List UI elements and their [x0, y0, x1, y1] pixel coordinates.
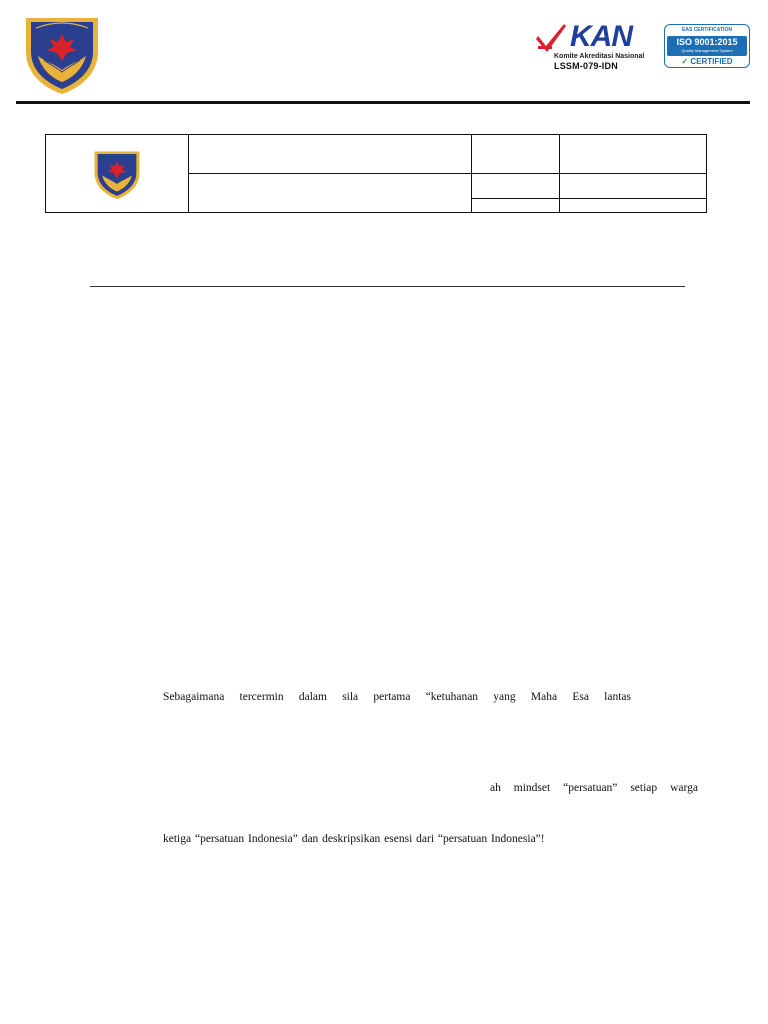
word: Sebagaimana	[163, 691, 225, 703]
word: Esa	[572, 691, 589, 703]
header-divider	[16, 101, 750, 104]
university-shield-icon	[92, 147, 142, 201]
word: tercermin	[239, 691, 284, 703]
title-underline	[90, 286, 685, 287]
table-cell-value-3	[560, 198, 707, 212]
table-cell-value-2	[560, 174, 707, 199]
iso-certification-badge	[664, 24, 750, 68]
document-info-table	[45, 134, 707, 213]
paragraph-1	[163, 691, 631, 703]
table-cell-label-2	[472, 174, 560, 199]
word: lantas	[604, 691, 631, 703]
iso-standard-band	[667, 36, 747, 56]
word: mindset	[513, 782, 551, 794]
kan-wordmark: KAN	[570, 20, 632, 53]
kan-logo	[536, 22, 648, 72]
table-cell-value-1	[560, 135, 707, 174]
word: pertama	[373, 691, 411, 703]
iso-standard: ISO 9001:2015	[676, 37, 738, 47]
university-shield-icon	[22, 12, 102, 96]
check-icon: ✓	[681, 57, 689, 66]
word: “persatuan”	[563, 782, 618, 794]
table-cell-subtitle	[189, 174, 472, 213]
kan-license-number: LSSM-079-IDN	[554, 61, 618, 71]
kan-full-name: Komite Akreditasi Nasional	[554, 53, 645, 60]
word: setiap	[630, 782, 658, 794]
table-logo-cell	[46, 135, 189, 213]
table-cell-label-3	[472, 198, 560, 212]
iso-certified-text: CERTIFIED	[690, 57, 733, 66]
word: yang	[493, 691, 516, 703]
word: Maha	[530, 691, 558, 703]
table-cell-label-1	[472, 135, 560, 174]
word: sila	[342, 691, 359, 703]
word: “ketuhanan	[425, 691, 479, 703]
university-logo	[22, 12, 102, 96]
word: dalam	[298, 691, 327, 703]
table-cell-title	[189, 135, 472, 174]
iso-certified-label	[665, 56, 749, 67]
iso-issuer: EAS CERTIFICATION	[682, 27, 732, 33]
paragraph-2	[490, 782, 698, 794]
iso-subtitle: Quality Management System	[681, 48, 733, 53]
paragraph-3: ketiga “persatuan Indonesia” dan deskripsikan esensi dari “persatuan Indonesia”!	[163, 833, 545, 845]
word: ah	[490, 782, 501, 794]
word: warga	[670, 782, 698, 794]
